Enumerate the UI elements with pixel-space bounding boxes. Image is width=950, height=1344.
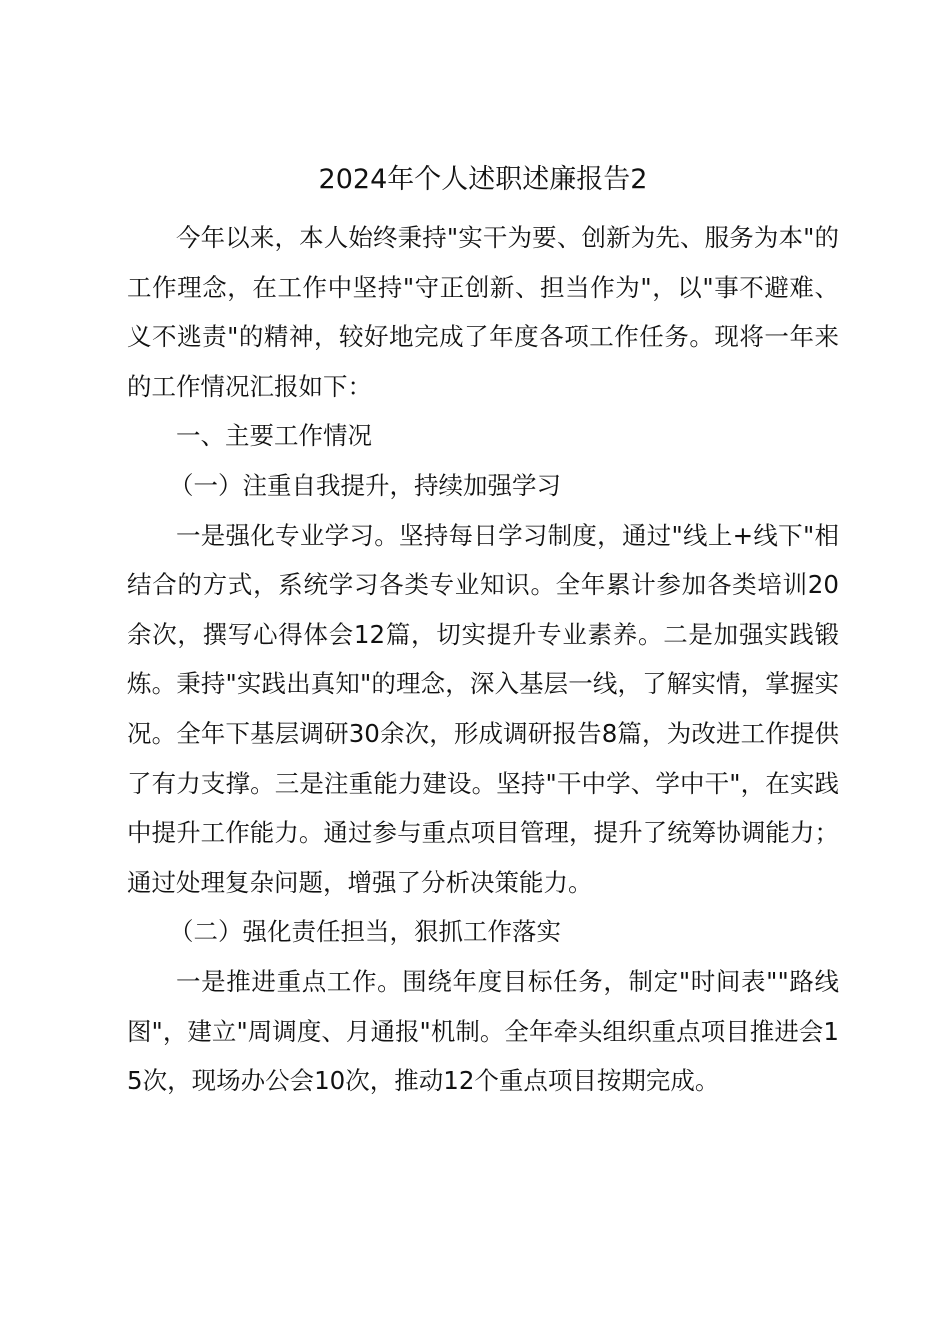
intro-paragraph: 今年以来，本人始终秉持"实干为要、创新为先、服务为本"的工作理念，在工作中坚持"守正创新、担当作为"，以"事不避难、义不逃责"的精神，较好地完成了年度各项工作任务。现将一年来的工作情况汇报如下： (127, 223, 839, 401)
document-title: 2024年个人述职述廉报告2 (318, 164, 648, 195)
section-heading-main-work: 一、主要工作情况 (176, 421, 372, 451)
document-page (127, 160, 839, 1106)
subsection-heading-responsibility: （二）强化责任担当，狠抓工作落实 (169, 917, 561, 947)
subsection-heading-learning: （一）注重自我提升，持续加强学习 (169, 470, 561, 500)
learning-paragraph: 一是强化专业学习。坚持每日学习制度，通过"线上+线下"相结合的方式，系统学习各类专业知识。全年累计参加各类培训20余次，撰写心得体会12篇，切实提升专业素养。二是加强实践锻炼。秉持"实践出真知"的理念，深入基层一线，了解实情，掌握实况。全年下基层调研30余次，形成调研报告8篇，为改进工作提供了有力支撑。三是注重能力建设。坚持"干中学、学中干"，在实践中提升工作能力。通过参与重点项目管理，提升了统筹协调能力；通过处理复杂问题，增强了分析决策能力。 (127, 520, 839, 897)
responsibility-paragraph: 一是推进重点工作。围绕年度目标任务，制定"时间表""路线图"，建立"周调度、月通报"机制。全年牵头组织重点项目推进会15次，现场办公会10次，推动12个重点项目按期完成。 (127, 966, 839, 1096)
